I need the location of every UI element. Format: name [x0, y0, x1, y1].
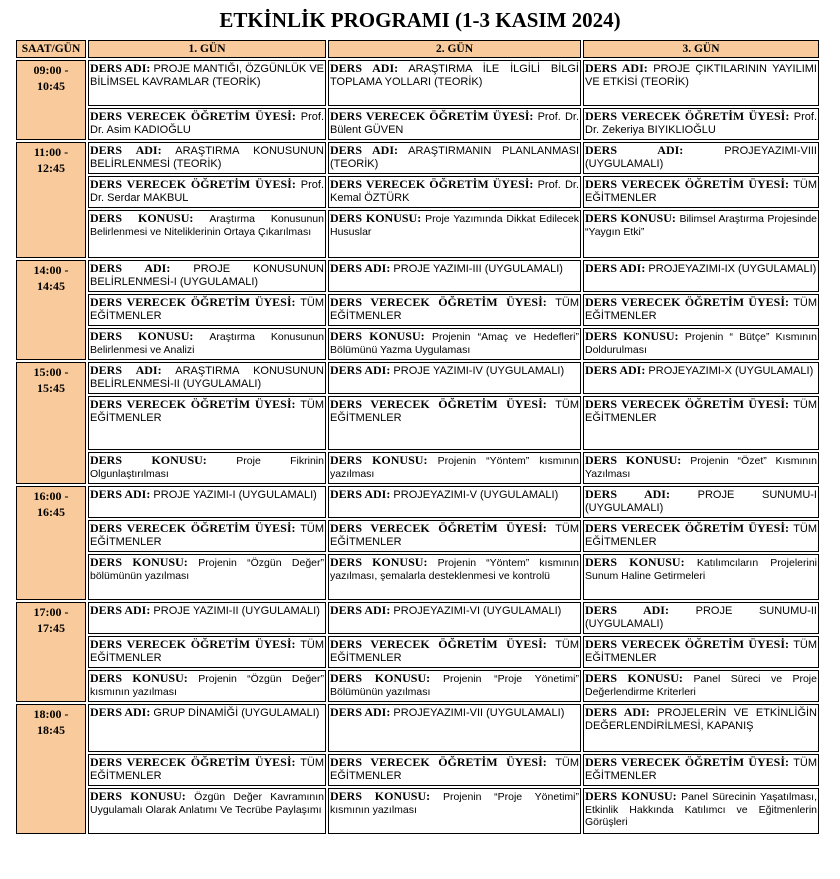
course-label: DERS ADI:	[330, 705, 391, 719]
lecturer-value: TÜM EĞİTMENLER	[330, 523, 580, 548]
cell-day-2-topic	[328, 452, 581, 484]
cell-day-2-course	[328, 260, 581, 292]
cell-day-1-course	[88, 362, 326, 394]
cell-day-1-topic	[88, 328, 326, 360]
topic-label: DERS KONUSU:	[90, 329, 194, 343]
header-time-day: SAAT/GÜN	[16, 40, 86, 58]
topic-value: Projenin “ Bütçe” Kısmının Doldurulması	[585, 331, 817, 356]
topic-label: DERS KONUSU:	[585, 555, 685, 569]
lecturer-value: TÜM EĞİTMENLER	[330, 639, 580, 664]
topic-label: DERS KONUSU:	[585, 789, 677, 803]
header-day-1: 1. GÜN	[88, 40, 326, 58]
table-row	[16, 520, 819, 552]
lecturer-value: TÜM EĞİTMENLER	[585, 179, 818, 204]
topic-value: Projenin “Proje Yönetimi” Bölümünün yazılması	[330, 673, 579, 698]
cell-day-2-lecturer	[328, 176, 581, 208]
course-value: ARAŞTIRMA KONUSUNUN BELİRLENMESİ-II (UYGULAMALI)	[90, 365, 324, 390]
topic-label: DERS KONUSU:	[585, 671, 683, 685]
course-value: PROJE MANTIĞI, ÖZGÜNLÜK VE BİLİMSEL KAVRAMLAR (TEORİK)	[90, 63, 324, 88]
course-value: PROJE ÇIKTILARININ YAYILIMI VE ETKİSİ (TEORİK)	[585, 63, 817, 88]
cell-day-2-course	[328, 60, 581, 106]
lecturer-label: DERS VERECEK ÖĞRETİM ÜYESİ:	[585, 397, 790, 411]
cell-day-1-topic	[88, 210, 326, 258]
lecturer-value: TÜM EĞİTMENLER	[90, 297, 325, 322]
course-value: PROJEYAZIMI-IX (UYGULAMALI)	[648, 263, 817, 275]
table-row	[16, 60, 819, 106]
cell-day-3-course	[583, 260, 819, 292]
topic-value: Proje Yazımında Dikkat Edilecek Hususlar	[330, 213, 579, 238]
header-day-2: 2. GÜN	[328, 40, 581, 58]
lecturer-label: DERS VERECEK ÖĞRETİM ÜYESİ:	[90, 177, 296, 191]
topic-value: Projenin “Özgün Değer” bölümünün yazılması	[90, 557, 324, 582]
topic-value: Projenin “Proje Yönetimi” kısmının yazılması	[330, 791, 579, 816]
time-line: 16:00 -	[33, 489, 69, 503]
table-row	[16, 704, 819, 752]
topic-label: DERS KONUSU:	[90, 555, 188, 569]
cell-day-2-lecturer	[328, 108, 581, 140]
course-label: DERS ADI:	[90, 487, 151, 501]
table-row	[16, 142, 819, 174]
table-row	[16, 670, 819, 702]
topic-value: Panel Sürecinin Yaşatılması, Etkinlik Hakkında Katılımcı ve Eğitmenlerin Görüşleri	[585, 791, 817, 828]
topic-value: Bilimsel Araştırma Projesinde “Yaygın Etki”	[585, 213, 817, 238]
time-line: 14:00 -	[33, 263, 69, 277]
course-label: DERS ADI:	[585, 261, 646, 275]
cell-day-3-lecturer	[583, 294, 819, 326]
lecturer-value: TÜM EĞİTMENLER	[90, 639, 325, 664]
topic-label: DERS KONUSU:	[90, 453, 207, 467]
course-label: DERS ADI:	[90, 363, 162, 377]
lecturer-label: DERS VERECEK ÖĞRETİM ÜYESİ:	[585, 755, 790, 769]
cell-day-1-lecturer	[88, 176, 326, 208]
course-value: PROJE YAZIMI-II (UYGULAMALI)	[153, 605, 320, 617]
lecturer-label: DERS VERECEK ÖĞRETİM ÜYESİ:	[90, 295, 296, 309]
cell-day-2-lecturer	[328, 294, 581, 326]
time-line: 11:00 -	[33, 145, 69, 159]
lecturer-label: DERS VERECEK ÖĞRETİM ÜYESİ:	[90, 755, 296, 769]
course-value: PROJE YAZIMI-I (UYGULAMALI)	[153, 489, 317, 501]
time-slot	[16, 142, 86, 258]
table-row	[16, 294, 819, 326]
lecturer-label: DERS VERECEK ÖĞRETİM ÜYESİ:	[330, 109, 534, 123]
cell-day-1-lecturer	[88, 294, 326, 326]
page-title: ETKİNLİK PROGRAMI (1-3 KASIM 2024)	[219, 8, 621, 32]
lecturer-value: TÜM EĞİTMENLER	[330, 399, 580, 424]
time-line: 10:45	[37, 79, 65, 93]
lecturer-label: DERS VERECEK ÖĞRETİM ÜYESİ:	[585, 295, 790, 309]
cell-day-2-course	[328, 362, 581, 394]
lecturer-label: DERS VERECEK ÖĞRETİM ÜYESİ:	[330, 295, 547, 309]
time-line: 16:45	[37, 505, 65, 519]
table-row	[16, 452, 819, 484]
cell-day-1-lecturer	[88, 108, 326, 140]
topic-value: Projenin “Yöntem” kısmının yazılması	[330, 455, 579, 480]
cell-day-3-topic	[583, 210, 819, 258]
cell-day-3-course	[583, 602, 819, 634]
topic-label: DERS KONUSU:	[330, 671, 431, 685]
table-row	[16, 260, 819, 292]
cell-day-2-topic	[328, 328, 581, 360]
course-value: PROJEYAZIMI-V (UYGULAMALI)	[393, 489, 559, 501]
course-value: PROJEYAZIMI-VII (UYGULAMALI)	[393, 707, 565, 719]
topic-label: DERS KONUSU:	[330, 453, 428, 467]
time-line: 12:45	[37, 161, 65, 175]
lecturer-label: DERS VERECEK ÖĞRETİM ÜYESİ:	[585, 637, 790, 651]
topic-value: Katılımcıların Projelerini Sunum Haline Getirmeleri	[585, 557, 817, 582]
lecturer-value: TÜM EĞİTMENLER	[330, 297, 580, 322]
course-label: DERS ADI:	[585, 363, 646, 377]
cell-day-1-topic	[88, 788, 326, 834]
time-line: 09:00 -	[33, 63, 69, 77]
lecturer-label: DERS VERECEK ÖĞRETİM ÜYESİ:	[585, 177, 790, 191]
topic-value: Araştırma Konusunun Belirlenmesi ve Analizi	[90, 331, 324, 356]
time-line: 15:00 -	[33, 365, 69, 379]
cell-day-1-topic	[88, 554, 326, 600]
course-value: ARAŞTIRMANIN PLANLANMASI (TEORİK)	[330, 145, 580, 170]
time-slot	[16, 362, 86, 484]
topic-value: Projenin “Amaç ve Hedefleri” Bölümünü Yazma Uygulaması	[330, 331, 579, 356]
cell-day-3-lecturer	[583, 176, 819, 208]
table-row	[16, 108, 819, 140]
cell-day-1-topic	[88, 452, 326, 484]
course-label: DERS ADI:	[585, 603, 669, 617]
cell-day-3-course	[583, 362, 819, 394]
lecturer-value: TÜM EĞİTMENLER	[585, 757, 818, 782]
topic-label: DERS KONUSU:	[330, 211, 422, 225]
topic-value: Proje Fikrinin Olgunlaştırılması	[90, 455, 324, 480]
course-label: DERS ADI:	[330, 487, 391, 501]
lecturer-label: DERS VERECEK ÖĞRETİM ÜYESİ:	[330, 177, 534, 191]
cell-day-3-topic	[583, 452, 819, 484]
table-row	[16, 754, 819, 786]
course-label: DERS ADI:	[330, 143, 399, 157]
topic-value: Projenin “Özet” Kısmının Yazılması	[585, 455, 817, 480]
table-row	[16, 636, 819, 668]
lecturer-value: TÜM EĞİTMENLER	[90, 523, 325, 548]
lecturer-value: TÜM EĞİTMENLER	[90, 757, 325, 782]
table-row	[16, 486, 819, 518]
lecturer-value: Prof. Dr. Bülent GÜVEN	[330, 111, 580, 136]
time-slot	[16, 60, 86, 140]
table-row	[16, 788, 819, 834]
course-label: DERS ADI:	[330, 261, 391, 275]
cell-day-3-topic	[583, 788, 819, 834]
topic-label: DERS KONUSU:	[90, 789, 186, 803]
table-row	[16, 176, 819, 208]
lecturer-value: TÜM EĞİTMENLER	[585, 297, 818, 322]
cell-day-1-course	[88, 142, 326, 174]
cell-day-3-course	[583, 60, 819, 106]
topic-value: Projenin “Yöntem” kısmının yazılması, şemalarla desteklenmesi ve kontrolü	[330, 557, 579, 582]
lecturer-value: Prof. Dr. Kemal ÖZTÜRK	[330, 179, 580, 204]
cell-day-1-course	[88, 260, 326, 292]
table-row	[16, 602, 819, 634]
topic-value: Panel Süreci ve Proje Değerlendirme Kriterleri	[585, 673, 817, 698]
lecturer-label: DERS VERECEK ÖĞRETİM ÜYESİ:	[90, 397, 296, 411]
time-slot	[16, 704, 86, 834]
course-value: PROJEYAZIMI-X (UYGULAMALI)	[648, 365, 814, 377]
course-label: DERS ADI:	[330, 61, 399, 75]
cell-day-3-course	[583, 142, 819, 174]
course-value: PROJE KONUSUNUN BELİRLENMESİ-I (UYGULAMALI)	[90, 263, 324, 288]
topic-label: DERS KONUSU:	[330, 789, 431, 803]
lecturer-value: Prof. Dr. Asim KADIOĞLU	[90, 111, 324, 136]
cell-day-3-lecturer	[583, 636, 819, 668]
course-value: PROJEYAZIMI-VIII (UYGULAMALI)	[585, 145, 817, 170]
course-value: PROJE YAZIMI-IV (UYGULAMALI)	[393, 365, 565, 377]
cell-day-2-topic	[328, 210, 581, 258]
lecturer-label: DERS VERECEK ÖĞRETİM ÜYESİ:	[330, 397, 547, 411]
lecturer-value: TÜM EĞİTMENLER	[585, 523, 818, 548]
cell-day-3-course	[583, 704, 819, 752]
cell-day-3-lecturer	[583, 520, 819, 552]
cell-day-3-lecturer	[583, 754, 819, 786]
lecturer-value: TÜM EĞİTMENLER	[585, 399, 818, 424]
time-line: 18:00 -	[33, 707, 69, 721]
course-value: GRUP DİNAMİĞİ (UYGULAMALI)	[153, 707, 320, 719]
course-label: DERS ADI:	[585, 143, 684, 157]
course-label: DERS ADI:	[585, 487, 670, 501]
cell-day-3-topic	[583, 554, 819, 600]
lecturer-label: DERS VERECEK ÖĞRETİM ÜYESİ:	[90, 637, 296, 651]
course-value: PROJE SUNUMU-I (UYGULAMALI)	[585, 489, 817, 514]
topic-label: DERS KONUSU:	[585, 453, 682, 467]
table-row	[16, 328, 819, 360]
course-value: PROJE SUNUMU-II (UYGULAMALI)	[585, 605, 817, 630]
cell-day-3-lecturer	[583, 396, 819, 450]
course-value: PROJELERİN VE ETKİNLİĞİN DEĞERLENDİRİLMESİ, KAPANIŞ	[585, 707, 817, 732]
cell-day-2-lecturer	[328, 520, 581, 552]
cell-day-3-course	[583, 486, 819, 518]
cell-day-2-lecturer	[328, 636, 581, 668]
time-line: 17:00 -	[33, 605, 69, 619]
cell-day-2-course	[328, 486, 581, 518]
cell-day-1-lecturer	[88, 520, 326, 552]
course-label: DERS ADI:	[90, 143, 162, 157]
table-row	[16, 210, 819, 258]
cell-day-1-topic	[88, 670, 326, 702]
time-slot	[16, 486, 86, 600]
time-slot	[16, 602, 86, 702]
topic-label: DERS KONUSU:	[585, 211, 676, 225]
time-line: 14:45	[37, 279, 65, 293]
topic-label: DERS KONUSU:	[585, 329, 679, 343]
topic-value: Araştırma Konusunun Belirlenmesi ve Niteliklerinin Ortaya Çıkarılması	[90, 213, 324, 238]
course-label: DERS ADI:	[585, 61, 648, 75]
course-label: DERS ADI:	[90, 705, 151, 719]
lecturer-label: DERS VERECEK ÖĞRETİM ÜYESİ:	[330, 755, 547, 769]
course-value: ARAŞTIRMA İLE İLGİLİ BİLGİ TOPLAMA YOLLARI (TEORİK)	[330, 63, 579, 88]
lecturer-value: TÜM EĞİTMENLER	[330, 757, 580, 782]
cell-day-2-topic	[328, 554, 581, 600]
lecturer-value: Prof. Dr. Zekeriya BIYIKLIOĞLU	[585, 111, 817, 136]
cell-day-2-topic	[328, 788, 581, 834]
cell-day-2-course	[328, 142, 581, 174]
cell-day-1-course	[88, 704, 326, 752]
cell-day-3-lecturer	[583, 108, 819, 140]
cell-day-1-lecturer	[88, 396, 326, 450]
time-line: 17:45	[37, 621, 65, 635]
topic-value: Özgün Değer Kavramının Uygulamalı Olarak Anlatımı Ve Tecrübe Paylaşımı	[90, 791, 324, 816]
cell-day-2-lecturer	[328, 396, 581, 450]
lecturer-label: DERS VERECEK ÖĞRETİM ÜYESİ:	[330, 521, 547, 535]
table-row	[16, 362, 819, 394]
header-row	[16, 40, 819, 58]
cell-day-3-topic	[583, 328, 819, 360]
lecturer-value: Prof. Dr. Serdar MAKBUL	[90, 179, 324, 204]
cell-day-3-topic	[583, 670, 819, 702]
cell-day-2-course	[328, 704, 581, 752]
course-label: DERS ADI:	[90, 603, 151, 617]
lecturer-label: DERS VERECEK ÖĞRETİM ÜYESİ:	[330, 637, 547, 651]
time-slot	[16, 260, 86, 360]
course-label: DERS ADI:	[585, 705, 650, 719]
lecturer-label: DERS VERECEK ÖĞRETİM ÜYESİ:	[90, 521, 296, 535]
cell-day-1-course	[88, 602, 326, 634]
lecturer-value: TÜM EĞİTMENLER	[585, 639, 818, 664]
course-label: DERS ADI:	[90, 61, 151, 75]
time-line: 18:45	[37, 723, 65, 737]
course-value: PROJE YAZIMI-III (UYGULAMALI)	[393, 263, 563, 275]
topic-value: Projenin “Özgün Değer” kısmının yazılması	[90, 673, 324, 698]
course-label: DERS ADI:	[330, 603, 391, 617]
course-label: DERS ADI:	[330, 363, 391, 377]
header-day-3: 3. GÜN	[583, 40, 819, 58]
lecturer-label: DERS VERECEK ÖĞRETİM ÜYESİ:	[90, 109, 296, 123]
course-value: PROJEYAZIMI-VI (UYGULAMALI)	[393, 605, 562, 617]
course-label: DERS ADI:	[90, 261, 171, 275]
course-value: ARAŞTIRMA KONUSUNUN BELİRLENMESİ (TEORİK)	[90, 145, 324, 170]
topic-label: DERS KONUSU:	[90, 211, 194, 225]
lecturer-label: DERS VERECEK ÖĞRETİM ÜYESİ:	[585, 109, 790, 123]
time-line: 15:45	[37, 381, 65, 395]
topic-label: DERS KONUSU:	[90, 671, 188, 685]
cell-day-1-lecturer	[88, 636, 326, 668]
cell-day-2-course	[328, 602, 581, 634]
lecturer-label: DERS VERECEK ÖĞRETİM ÜYESİ:	[585, 521, 790, 535]
program-table	[14, 38, 821, 836]
cell-day-1-course	[88, 60, 326, 106]
cell-day-2-topic	[328, 670, 581, 702]
table-row	[16, 554, 819, 600]
cell-day-1-lecturer	[88, 754, 326, 786]
table-row	[16, 396, 819, 450]
topic-label: DERS KONUSU:	[330, 329, 425, 343]
cell-day-2-lecturer	[328, 754, 581, 786]
cell-day-1-course	[88, 486, 326, 518]
lecturer-value: TÜM EĞİTMENLER	[90, 399, 325, 424]
topic-label: DERS KONUSU:	[330, 555, 428, 569]
